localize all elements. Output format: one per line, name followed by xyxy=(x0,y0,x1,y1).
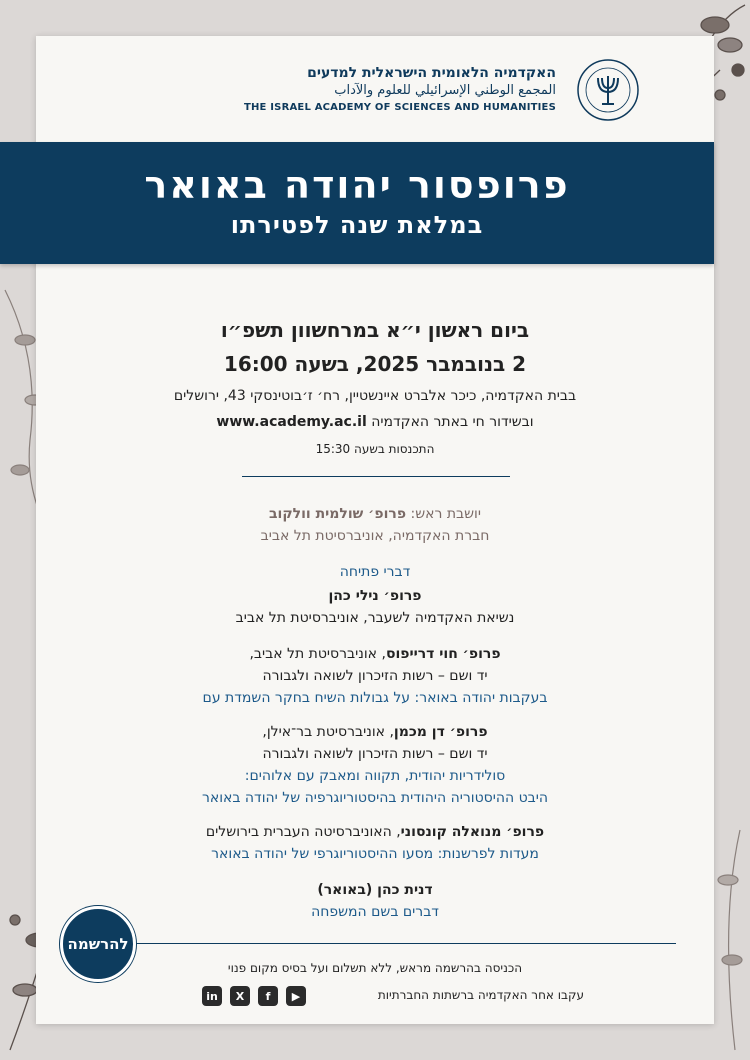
speaker2-talk-title: בעקבות יהודה באואר: על גבולות השיח בחקר השמדת עם xyxy=(202,690,548,706)
academy-website-link[interactable]: www.academy.ac.il xyxy=(216,414,367,430)
event-venue: בבית האקדמיה, כיכר אלברט איינשטיין, רח׳ ז׳בוטינסקי 43, ירושלים xyxy=(173,388,577,404)
follow-text: עקבו אחר האקדמיה ברשתות החברתיות xyxy=(377,988,584,1002)
speaker3-talk-title-line2: היבט ההיסטוריה היהודית בהיסטוריוגרפיה של יהודה באואר xyxy=(201,790,549,806)
facebook-icon[interactable]: f xyxy=(258,986,278,1006)
social-follow-row xyxy=(204,986,584,1008)
chair-label: יושבת ראש: xyxy=(410,506,482,522)
event-title: פרופסור יהודה באואר xyxy=(144,163,570,207)
speaker3-affiliation1: , אוניברסיטת בר־אילן, xyxy=(262,724,394,740)
academy-menorah-logo-icon xyxy=(576,58,640,122)
title-banner xyxy=(0,142,714,264)
divider-top xyxy=(242,476,510,477)
speaker4-name: פרופ׳ מנואלה קונסוני xyxy=(400,824,545,840)
academy-name-text xyxy=(244,64,556,116)
speaker3-name: פרופ׳ דן מכמן xyxy=(393,724,488,740)
event-date-time: 2 בנובמבר 2025, בשעה 16:00 xyxy=(223,352,527,376)
academy-name-arabic: المجمع الوطني الإسرائيلي للعلوم والآداب xyxy=(334,83,556,98)
speaker3-line xyxy=(36,724,714,740)
chair-name: פרופ׳ שולמית וולקוב xyxy=(268,506,407,522)
speaker3-talk-title-line1: סולידריות יהודית, תקווה ומאבק עם אלוהים: xyxy=(244,768,506,784)
speaker4-affiliation: , האוניברסיטה העברית בירושלים xyxy=(205,824,401,840)
chair-affiliation: חברת האקדמיה, אוניברסיטת תל אביב xyxy=(260,528,490,544)
x-icon[interactable]: X xyxy=(230,986,250,1006)
academy-name-english: THE ISRAEL ACADEMY OF SCIENCES AND HUMANITIES xyxy=(243,102,556,113)
opening-remarks-label: דברי פתיחה xyxy=(339,564,411,580)
speaker3-affiliation2: יד ושם – רשות הזיכרון לשואה ולגבורה xyxy=(262,746,488,762)
family-speaker-name: דנית כהן (באואר) xyxy=(317,882,433,898)
opening-speaker-affiliation: נשיאת האקדמיה לשעבר, אוניברסיטת תל אביב xyxy=(235,610,515,626)
academy-logo-block xyxy=(243,58,640,128)
speaker2-affiliation2: יד ושם – רשות הזיכרון לשואה ולגבורה xyxy=(262,668,488,684)
speaker2-affiliation1: , אוניברסיטת תל אביב, xyxy=(249,646,386,662)
family-speaker-role: דברים בשם המשפחה xyxy=(311,904,439,920)
speaker2-name: פרופ׳ חוי דרייפוס xyxy=(385,646,501,662)
chair-line xyxy=(36,506,714,522)
youtube-icon[interactable]: ▶ xyxy=(286,986,306,1006)
event-stream-line xyxy=(36,414,714,430)
opening-speaker-name: פרופ׳ נילי כהן xyxy=(328,588,422,604)
speaker4-talk-title: מעדות לפרשנות: מסעו ההיסטוריוגרפי של יהודה באואר xyxy=(211,846,539,862)
linkedin-icon[interactable]: in xyxy=(202,986,222,1006)
divider-bottom xyxy=(136,943,676,944)
register-button[interactable]: להרשמה xyxy=(60,906,136,982)
entry-note: הכניסה בהרשמה מראש, ללא תשלום ועל בסיס מקום פנוי xyxy=(227,961,523,975)
academy-name-hebrew: האקדמיה הלאומית הישראלית למדעים xyxy=(307,65,556,81)
event-subtitle: במלאת שנה לפטירתו xyxy=(230,211,484,239)
speaker4-line xyxy=(36,824,714,840)
gathering-time: התכנסות בשעה 15:30 xyxy=(315,442,435,456)
stream-prefix: ובשידור חי באתר האקדמיה xyxy=(371,414,534,430)
event-date-hebrew: ביום ראשון י״א במרחשוון תשפ״ו xyxy=(220,318,530,342)
speaker2-line xyxy=(36,646,714,662)
